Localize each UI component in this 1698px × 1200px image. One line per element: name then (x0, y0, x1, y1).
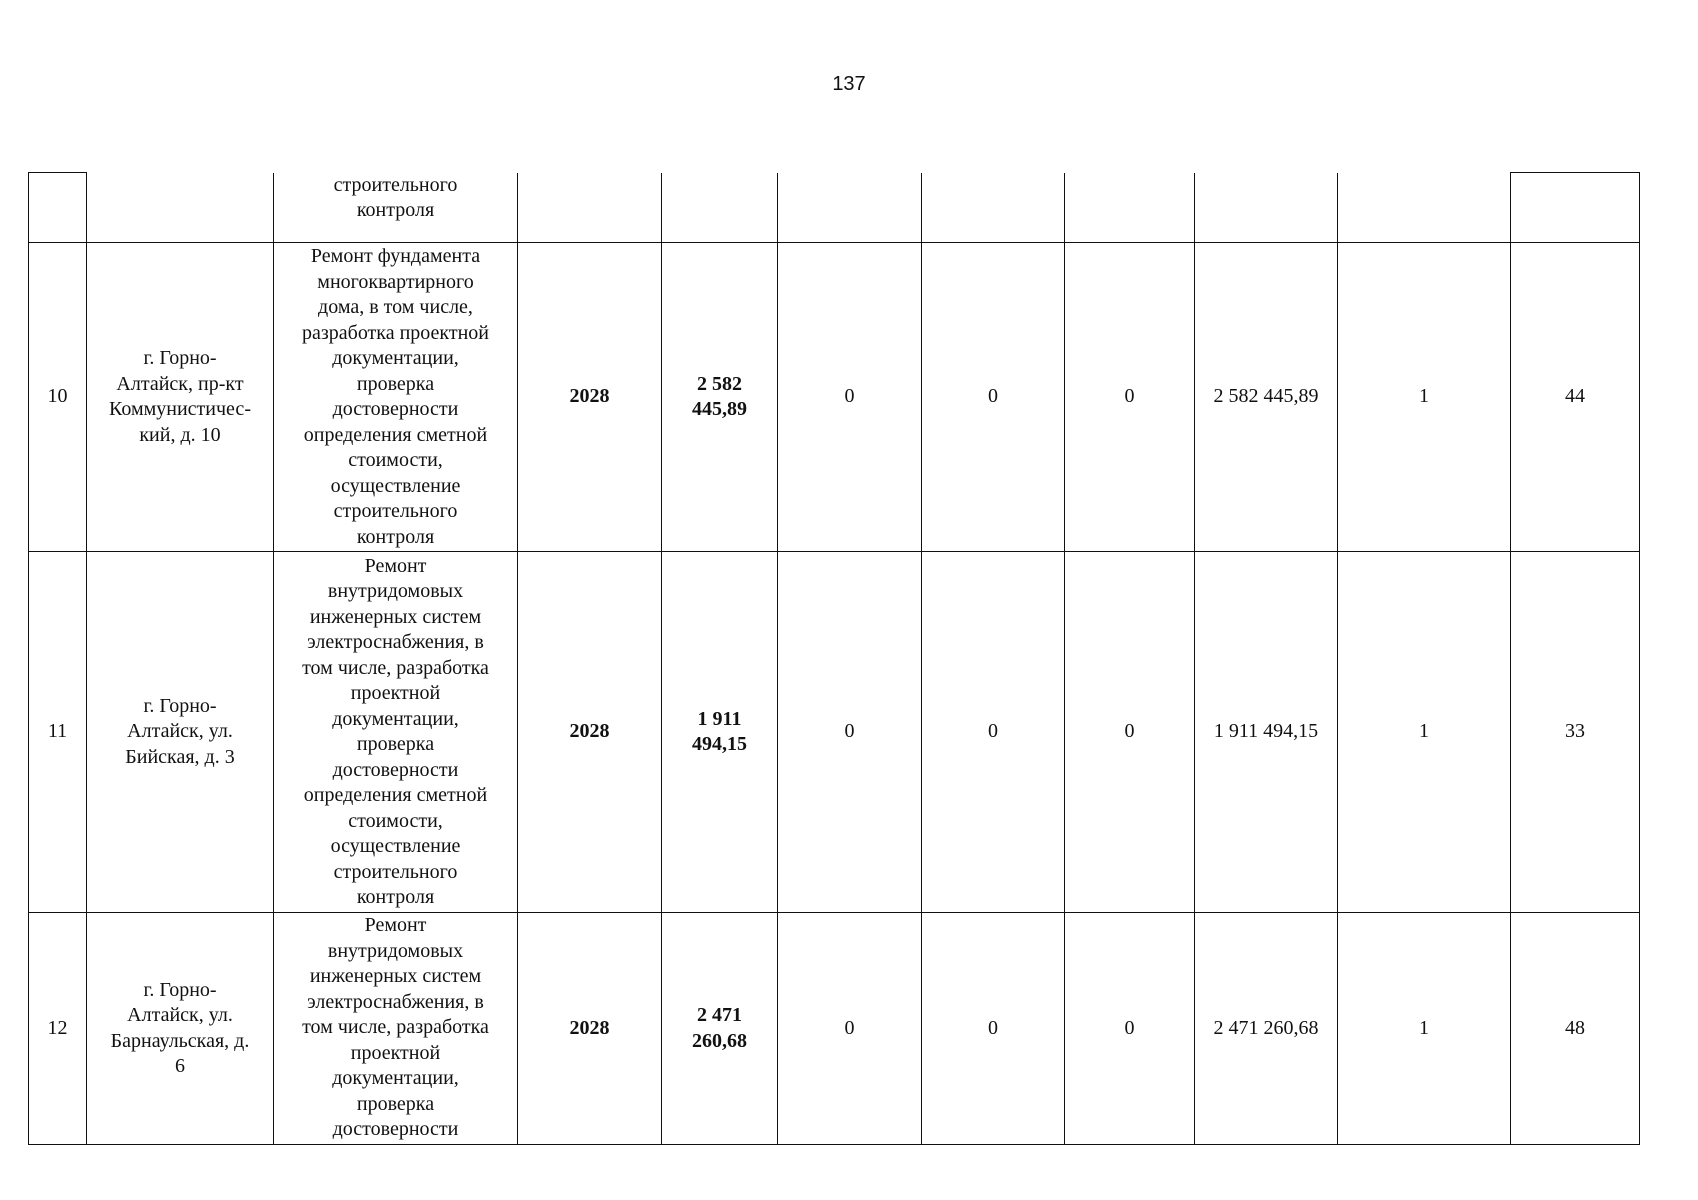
value-cell (1511, 173, 1640, 243)
value-cell: 33 (1511, 552, 1640, 913)
work-line: достоверности (332, 398, 459, 420)
work-line: Ремонт (364, 554, 427, 577)
work-line: контроля (356, 886, 435, 908)
work-line: Ремонт (364, 914, 427, 936)
value-cell: 1 (1338, 243, 1511, 552)
value-cell: 0 (778, 913, 922, 1145)
total-cell: 2 471 260,68 (1195, 913, 1338, 1145)
work-description-cell (274, 173, 518, 243)
value-cell: 0 (922, 552, 1065, 913)
table-row (29, 173, 1640, 243)
work-description-cell (274, 913, 518, 1145)
work-line: осуществление (330, 835, 461, 857)
address-cell (87, 552, 274, 913)
address-line: Алтайск, ул. (127, 720, 233, 743)
row-number-cell: 12 (29, 913, 87, 1145)
address-line: Алтайск, пр-кт (116, 372, 244, 395)
row-number-cell: 10 (29, 243, 87, 552)
work-line: инженерных систем (309, 605, 482, 628)
work-line: стоимости, (348, 809, 443, 832)
work-line: внутридомовых (327, 939, 464, 962)
row-number-cell (29, 173, 87, 243)
value-cell: 44 (1511, 243, 1640, 552)
year-cell: 2028 (518, 243, 662, 552)
address-cell (87, 173, 274, 243)
value-cell: 0 (1065, 243, 1195, 552)
cost-line: 2 471 (697, 1004, 742, 1026)
address-line: 6 (175, 1055, 185, 1077)
work-line: строительного (333, 500, 458, 522)
work-line: документации, (332, 347, 459, 369)
total-cell: 2 582 445,89 (1195, 243, 1338, 552)
table-row (29, 243, 1640, 552)
work-description-cell (274, 552, 518, 913)
work-line: документации, (332, 707, 459, 730)
page-number: 137 (832, 73, 866, 95)
value-cell: 1 (1338, 913, 1511, 1145)
value-cell: 48 (1511, 913, 1640, 1145)
cost-cell (662, 243, 778, 552)
work-line: том числе, разработка (302, 656, 489, 679)
cost-line: 494,15 (692, 733, 747, 755)
value-cell (778, 173, 922, 243)
work-line: инженерных систем (309, 965, 482, 987)
value-cell (1195, 173, 1338, 243)
value-cell: 0 (922, 243, 1065, 552)
cost-cell (662, 173, 778, 243)
value-cell: 0 (922, 913, 1065, 1145)
work-line: внутридомовых (327, 580, 464, 602)
work-line: Ремонт фундамента (310, 245, 481, 267)
year-cell: 2028 (518, 913, 662, 1145)
repair-program-table (28, 172, 1640, 1145)
total-cell: 1 911 494,15 (1195, 552, 1338, 913)
work-line: контроля (356, 199, 435, 221)
value-cell (1338, 173, 1511, 243)
address-line: г. Горно- (143, 694, 217, 717)
cost-cell (662, 913, 778, 1145)
work-line: проверка (356, 372, 435, 395)
work-line: проверка (356, 1092, 435, 1115)
work-line: определения сметной (303, 784, 488, 806)
cost-line: 260,68 (692, 1029, 747, 1052)
work-line: достоверности (332, 1118, 459, 1140)
address-line: кий, д. 10 (139, 423, 221, 446)
work-line: электроснабжения, в (307, 990, 484, 1013)
value-cell: 0 (778, 243, 922, 552)
value-cell: 1 (1338, 552, 1511, 913)
work-line: документации, (332, 1067, 459, 1089)
work-line: стоимости, (348, 449, 443, 471)
work-line: строительного (333, 860, 458, 883)
cost-line: 1 911 (697, 707, 742, 730)
work-line: разработка проектной (301, 321, 490, 344)
address-line: Коммунистичес- (109, 398, 251, 420)
work-line: достоверности (332, 758, 459, 781)
value-cell: 0 (778, 552, 922, 913)
work-line: строительного (333, 173, 458, 196)
work-line: осуществление (330, 474, 461, 497)
table-row (29, 552, 1640, 913)
cost-line: 2 582 (697, 372, 742, 395)
work-line: проектной (350, 1041, 441, 1064)
work-line: том числе, разработка (302, 1016, 489, 1038)
value-cell (922, 173, 1065, 243)
address-line: Барнаульская, д. (110, 1029, 250, 1052)
work-line: проектной (350, 682, 441, 704)
address-line: Алтайск, ул. (127, 1004, 233, 1026)
value-cell: 0 (1065, 552, 1195, 913)
address-line: Бийская, д. 3 (125, 745, 235, 768)
address-cell (87, 913, 274, 1145)
work-description-cell (274, 243, 518, 552)
year-cell: 2028 (518, 552, 662, 913)
address-line: г. Горно- (143, 347, 217, 369)
work-line: многоквартирного (317, 270, 474, 293)
value-cell (1065, 173, 1195, 243)
address-line: г. Горно- (143, 978, 217, 1001)
value-cell: 0 (1065, 913, 1195, 1145)
work-line: контроля (356, 525, 435, 548)
work-line: дома, в том числе, (318, 296, 473, 318)
table-row (29, 913, 1640, 1145)
address-cell (87, 243, 274, 552)
work-line: проверка (356, 733, 435, 755)
work-line: электроснабжения, в (307, 631, 484, 653)
cost-line: 445,89 (692, 398, 747, 420)
year-cell (518, 173, 662, 243)
work-line: определения сметной (303, 423, 488, 446)
cost-cell (662, 552, 778, 913)
row-number-cell: 11 (29, 552, 87, 913)
